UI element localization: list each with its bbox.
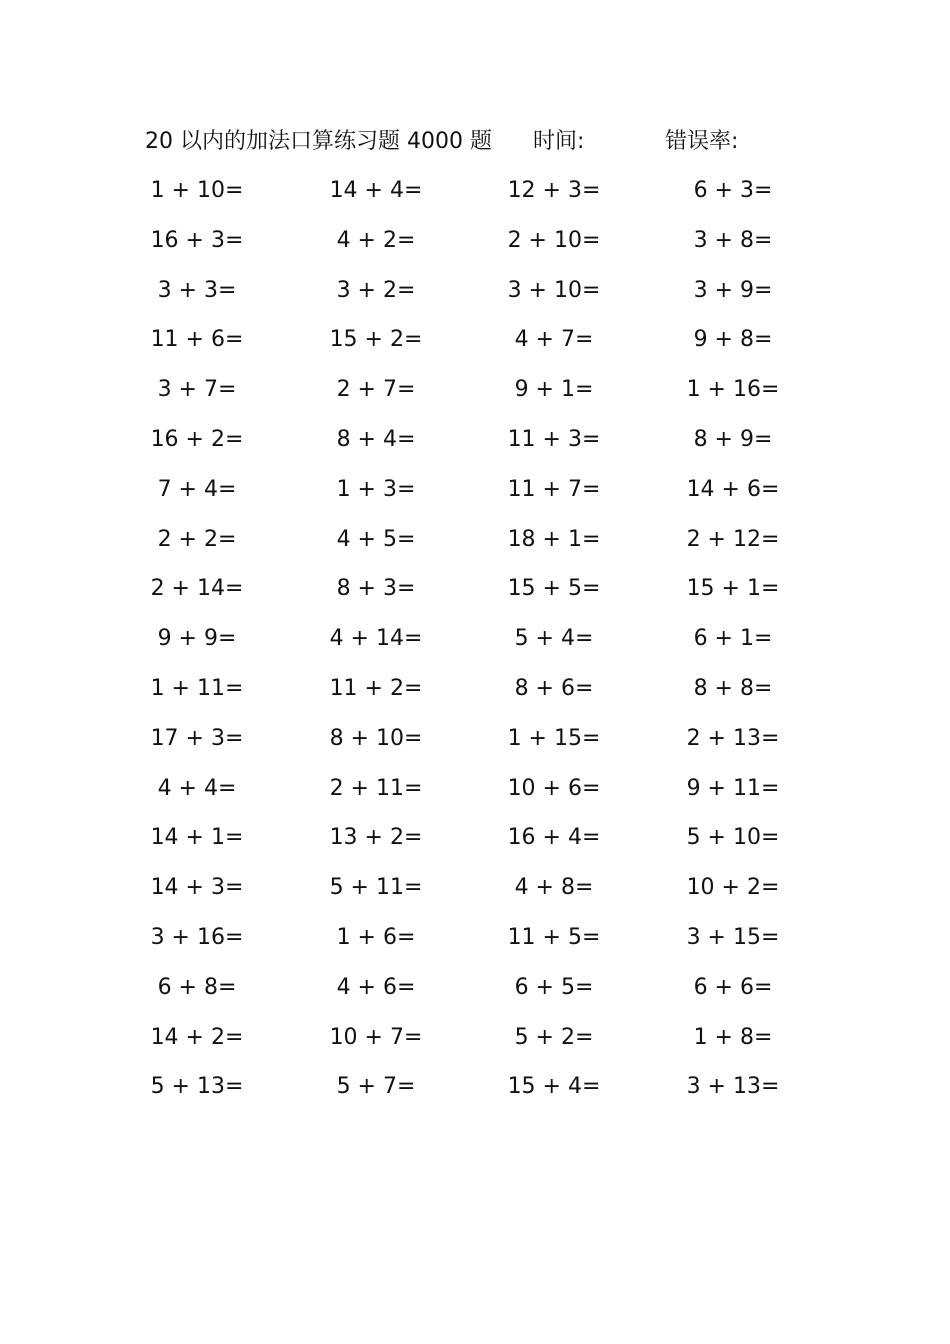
problem-row: [0, 764, 950, 814]
time-label: 时间:: [533, 129, 585, 154]
problem-cell: 5 + 11=: [329, 875, 423, 901]
problem-cell: 4 + 7=: [514, 327, 594, 353]
problem-cell: 14 + 6=: [686, 476, 780, 502]
problem-cell: 16 + 3=: [150, 227, 244, 253]
problem-row: [0, 315, 950, 365]
problem-row: [0, 614, 950, 664]
problem-cell: 5 + 13=: [150, 1074, 244, 1100]
problem-cell: 3 + 15=: [686, 924, 780, 950]
problem-cell: 10 + 7=: [329, 1024, 423, 1050]
problem-cell: 1 + 3=: [336, 476, 416, 502]
problem-cell: 5 + 7=: [336, 1074, 416, 1100]
problem-row: [0, 216, 950, 266]
problem-cell: 5 + 2=: [514, 1024, 594, 1050]
problem-cell: 3 + 3=: [157, 277, 237, 303]
problem-cell: 2 + 11=: [329, 775, 423, 801]
problem-cell: 8 + 10=: [329, 725, 423, 751]
problem-cell: 4 + 4=: [157, 775, 237, 801]
problem-cell: 4 + 6=: [336, 974, 416, 1000]
problem-cell: 17 + 3=: [150, 725, 244, 751]
problem-cell: 8 + 4=: [336, 426, 416, 452]
problem-cell: 1 + 6=: [336, 924, 416, 950]
problem-cell: 14 + 2=: [150, 1024, 244, 1050]
error-rate-label: 错误率:: [665, 129, 739, 154]
problem-cell: 3 + 13=: [686, 1074, 780, 1100]
problem-row: [0, 266, 950, 316]
problem-row: [0, 963, 950, 1013]
problem-cell: 1 + 16=: [686, 377, 780, 403]
problem-cell: 2 + 13=: [686, 725, 780, 751]
problem-cell: 9 + 1=: [514, 377, 594, 403]
problem-cell: 11 + 6=: [150, 327, 244, 353]
problem-row: [0, 913, 950, 963]
problem-cell: 8 + 6=: [514, 675, 594, 701]
problem-cell: 18 + 1=: [507, 526, 601, 552]
problem-cell: 2 + 14=: [150, 576, 244, 602]
problem-cell: 4 + 8=: [514, 875, 594, 901]
problem-cell: 1 + 11=: [150, 675, 244, 701]
problem-cell: 10 + 2=: [686, 875, 780, 901]
problem-cell: 2 + 10=: [507, 227, 601, 253]
problem-cell: 13 + 2=: [329, 825, 423, 851]
problem-cell: 16 + 4=: [507, 825, 601, 851]
problem-cell: 4 + 5=: [336, 526, 416, 552]
problem-cell: 11 + 3=: [507, 426, 601, 452]
problem-cell: 8 + 3=: [336, 576, 416, 602]
problem-cell: 12 + 3=: [507, 178, 601, 203]
problem-grid: [0, 166, 950, 1112]
problem-cell: 5 + 4=: [514, 626, 594, 652]
problem-cell: 2 + 7=: [336, 377, 416, 403]
problem-cell: 14 + 4=: [329, 178, 423, 203]
problem-cell: 15 + 4=: [507, 1074, 601, 1100]
problem-cell: 6 + 3=: [693, 178, 773, 203]
problem-row: [0, 863, 950, 913]
problem-row: [0, 813, 950, 863]
problem-cell: 1 + 8=: [693, 1024, 773, 1050]
problem-cell: 8 + 9=: [693, 426, 773, 452]
problem-cell: 4 + 14=: [329, 626, 423, 652]
problem-row: [0, 365, 950, 415]
problem-cell: 9 + 8=: [693, 327, 773, 353]
problem-cell: 3 + 10=: [507, 277, 601, 303]
problem-row: [0, 515, 950, 565]
problem-row: [0, 1062, 950, 1112]
problem-row: [0, 1013, 950, 1063]
problem-cell: 6 + 6=: [693, 974, 773, 1000]
problem-cell: 14 + 1=: [150, 825, 244, 851]
problem-cell: 7 + 4=: [157, 476, 237, 502]
problem-cell: 1 + 15=: [507, 725, 601, 751]
problem-row: [0, 415, 950, 465]
problem-cell: 8 + 8=: [693, 675, 773, 701]
problem-row: [0, 166, 950, 216]
problem-cell: 14 + 3=: [150, 875, 244, 901]
problem-cell: 6 + 5=: [514, 974, 594, 1000]
problem-cell: 16 + 2=: [150, 426, 244, 452]
problem-row: [0, 664, 950, 714]
problem-cell: 1 + 10=: [150, 178, 244, 203]
problem-row: [0, 465, 950, 515]
problem-cell: 15 + 5=: [507, 576, 601, 602]
worksheet-header: [0, 124, 950, 160]
problem-cell: 3 + 9=: [693, 277, 773, 303]
problem-cell: 6 + 8=: [157, 974, 237, 1000]
problem-cell: 2 + 12=: [686, 526, 780, 552]
problem-cell: 9 + 11=: [686, 775, 780, 801]
problem-cell: 15 + 2=: [329, 327, 423, 353]
problem-cell: 11 + 5=: [507, 924, 601, 950]
problem-cell: 3 + 8=: [693, 227, 773, 253]
problem-cell: 4 + 2=: [336, 227, 416, 253]
problem-cell: 6 + 1=: [693, 626, 773, 652]
problem-cell: 15 + 1=: [686, 576, 780, 602]
problem-row: [0, 564, 950, 614]
worksheet-title: 20 以内的加法口算练习题 4000 题: [145, 129, 492, 154]
problem-cell: 5 + 10=: [686, 825, 780, 851]
problem-cell: 2 + 2=: [157, 526, 237, 552]
problem-cell: 10 + 6=: [507, 775, 601, 801]
problem-cell: 11 + 7=: [507, 476, 601, 502]
problem-cell: 3 + 16=: [150, 924, 244, 950]
problem-cell: 3 + 2=: [336, 277, 416, 303]
problem-row: [0, 714, 950, 764]
problem-cell: 3 + 7=: [157, 377, 237, 403]
problem-cell: 11 + 2=: [329, 675, 423, 701]
problem-cell: 9 + 9=: [157, 626, 237, 652]
